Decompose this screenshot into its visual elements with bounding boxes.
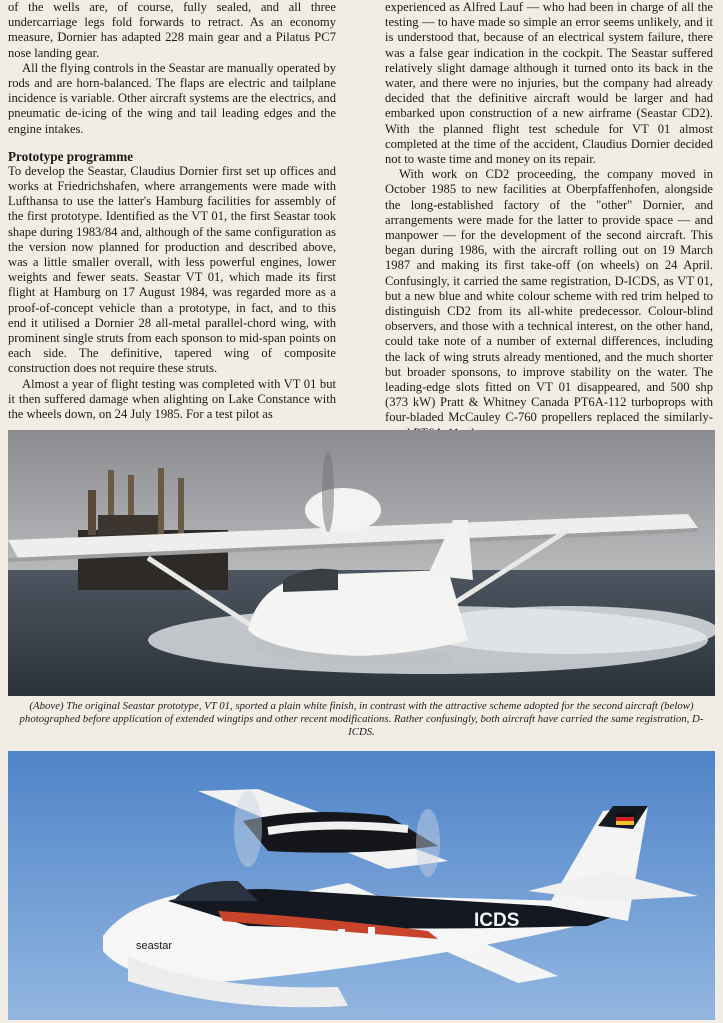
right-column	[385, 0, 713, 441]
photo-cd2-illustration	[8, 751, 715, 1020]
photo-caption: (Above) The original Seastar prototype, VT 01, sported a plain white finish, in contrast with the attractive scheme adopted for the second aircraft (below) photographed before application of extended wingtips and other recent modifications. Rather confusingly, both aircraft have carried the same registration, D-ICDS.	[19, 700, 704, 738]
right-paragraph-1: experienced as Alfred Lauf — who had been in charge of all the testing — to have made so simple an error seems unlikely, and it is understood that, because of an electrical system failure, there was a false gear indication in the cockpit. The Seastar suffered relatively slight damage although it turned onto its back in the water, and there were no injuries, but the company had already decided that the definitive aircraft would be larger and had embarked upon construction of a new airframe (Seastar CD2). With the planned flight test schedule for VT 01 almost completed at the time of the accident, Claudius Dornier decided not to waste time and money on its repair.	[385, 0, 713, 167]
section-heading: Prototype programme	[8, 148, 134, 164]
left-paragraph-2: All the flying controls in the Seastar are manually operated by rods and are horn-balanced. The flaps are electric and tailplane incidence is variable. Other aircraft systems are the electrics, and pneumatic de-icing of the wing and tail leading edges and the engine intakes.	[8, 60, 336, 136]
photo-prototype-vt01	[8, 430, 715, 696]
left-paragraph-1: of the wells are, of course, fully sealed, and all three undercarriage legs fold forwards to retract. As an economy measure, Dornier has adapted 228 main gear and a Pilatus PC7 nose landing gear.	[8, 0, 336, 60]
left-paragraph-4: Almost a year of flight testing was completed with VT 01 but it then suffered damage when alighting on Lake Constance with the wheels down, on 24 July 1985. For a test pilot as	[8, 376, 336, 422]
left-column	[8, 0, 336, 422]
photo-seastar-cd2	[8, 751, 715, 1020]
right-paragraph-2: With work on CD2 proceeding, the company moved in October 1985 to new facilities at Oberpfaffenhofen, alongside the long-established factory of the "other" Dornier, and arrangements were made for the latter to provide space — and manpower — for the development of the second aircraft. This began during 1986, with the aircraft rolling out on 19 March 1987 and making its first take-off (on wheels) on 24 April. Confusingly, it carried the same registration, D-ICDS, as VT 01, but a new blue and white colour scheme with red trim helped to distinguish CD2 from its all-white predecessor. Colour-blind observers, and those with a technical interest, on the other hand, could take note of a number of external differences, including the lack of wing struts already mentioned, and the much shorter but broader sponsons, to improve stability on the water. The leading-edge slots fitted on VT 01 disappeared, and 500 shp (373 kW) Pratt & Whitney Canada PT6A-112 turboprops with four-bladed McCauley C-760 propellers replaced the similarly-	[385, 167, 713, 425]
registration-lettering: ICDS	[474, 910, 520, 931]
photo-prototype-illustration	[8, 430, 715, 696]
left-paragraph-3: To develop the Seastar, Claudius Dornier first set up offices and works at Friedrichshafen, where arrangements were made with Lufthansa to use the latter's Hamburg facilities for assembly of the first prototype. Identified as the VT 01, the first Seastar took shape during 1983/84 and, although of the same configuration as the version now planned for production and described above, was a little smaller overall, with less powerful engines, lower weights and fewer seats. Seastar VT 01, which made its first flight at Hamburg on 17 August 1984, was regarded more as a proof-of-concept vehicle than a prototype, in fact, and to this end it utilised a Dornier 28 all-metal parallel-chord wing, with prominent single struts from each sponson to mid-span points on each side. The definitive, tapered wing of composite construction does not require these struts.	[8, 163, 336, 376]
hull-lettering: seastar	[136, 940, 173, 952]
